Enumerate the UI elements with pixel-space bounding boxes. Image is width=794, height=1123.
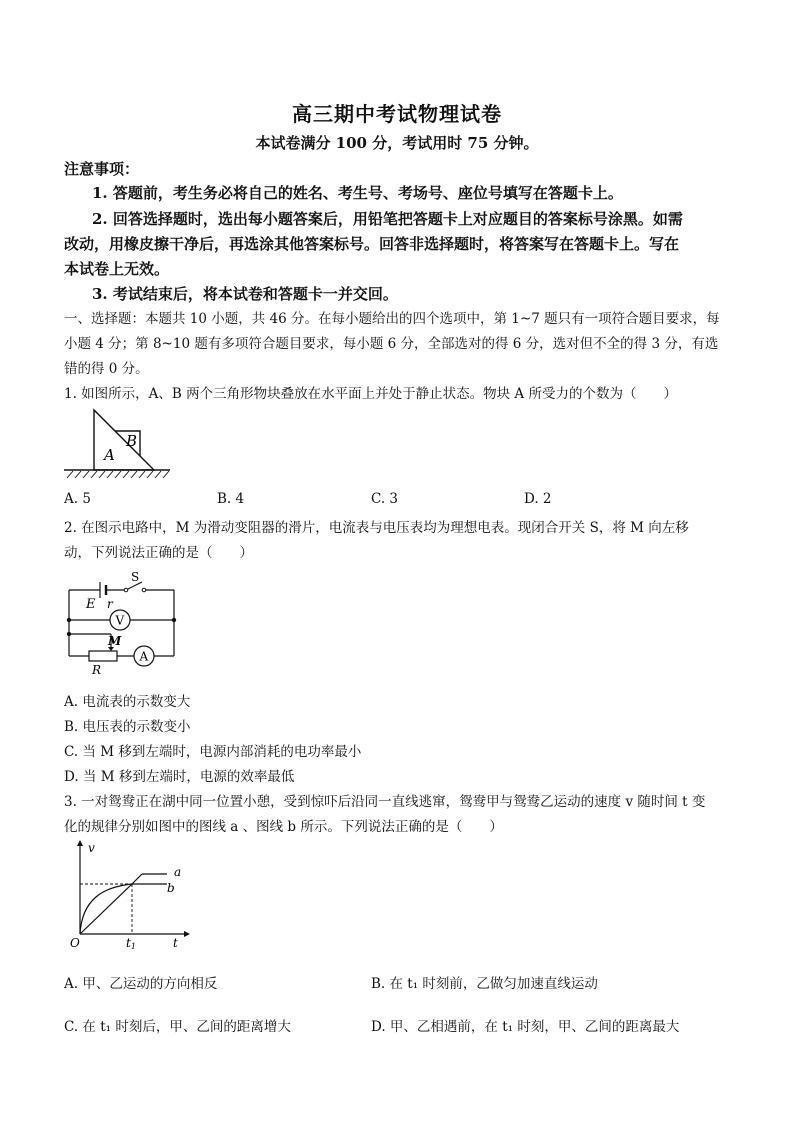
internal-resistance-label: r [107, 597, 113, 611]
question-2-option-b: B. 电压表的示数变小 [64, 719, 191, 735]
question-2-option-d: D. 当 M 移到左端时，电源的效率最低 [64, 769, 295, 785]
t-axis-label: t [173, 936, 178, 950]
slider-label: M [108, 634, 122, 648]
question-1-option-d: D. 2 [524, 491, 552, 507]
line-b-ramp [80, 884, 132, 934]
junction-dot [67, 618, 71, 622]
note-item-3: 3. 考试结束后，将本试卷和答题卡一并交回。 [92, 285, 398, 303]
note-item-1: 1. 答题前，考生务必将自己的姓名、考生号、考场号、座位号填写在答题卡上。 [92, 184, 623, 202]
question-1-option-c: C. 3 [371, 491, 399, 507]
junction-dot [172, 618, 176, 622]
question-3-option-c: C. 在 t₁ 时刻后，甲、乙间的距离增大 [64, 1019, 291, 1035]
section-1-intro-line-3: 错的得 0 分。 [64, 361, 149, 377]
question-3-option-d: D. 甲、乙相遇前，在 t₁ 时刻，甲、乙间的距离最大 [371, 1019, 680, 1035]
question-1-option-a: A. 5 [64, 491, 91, 507]
question-2-stem-line-2: 动，下列说法正确的是（ ） [64, 545, 253, 561]
block-a [94, 410, 154, 470]
switch-pivot [124, 588, 128, 592]
question-2-stem-line-1: 2. 在图示电路中，M 为滑动变阻器的滑片，电流表与电压表均为理想电表。现闭合开关 S，将 M 向左移 [64, 520, 689, 536]
ammeter-label: A [139, 649, 149, 664]
question-3-stem-line-2: 化的规律分别如图中的图线 a 、图线 b 所示。下列说法正确的是（ ） [64, 819, 503, 835]
note-item-2-line-3: 本试卷上无效。 [64, 260, 170, 278]
rheostat-label: R [92, 663, 102, 677]
section-1-intro-line-2: 小题 4 分；第 8~10 题有多项符合题目要求，每小题 6 分，全部选对的得 6 分，选对但不全的得 3 分，有选 [64, 336, 719, 352]
voltmeter-label: V [115, 613, 125, 628]
emf-label: E [86, 597, 96, 612]
question-3-option-a: A. 甲、乙运动的方向相反 [64, 976, 218, 992]
origin-label: O [70, 936, 80, 950]
line-a-rise [132, 874, 142, 884]
question-1-stem: 1. 如图所示，A、B 两个三角形物块叠放在水平面上并处于静止状态。物块 A 所受力的个数为（ ） [64, 386, 677, 402]
question-3-vt-graph [64, 840, 194, 952]
curve-a-label: a [174, 865, 182, 879]
t1-tick-label: t1 [126, 936, 136, 951]
question-2-option-a: A. 电流表的示数变大 [64, 694, 191, 710]
question-2-circuit-figure [64, 570, 184, 676]
question-1-option-b: B. 4 [217, 491, 245, 507]
notes-heading: 注意事项： [64, 160, 140, 178]
question-1-figure [64, 408, 174, 480]
curve-b-label: b [167, 881, 175, 895]
switch-label: S [131, 570, 140, 584]
page-title: 高三期中考试物理试卷 [292, 102, 502, 126]
question-3-stem-line-1: 3. 一对鸳鸯正在湖中同一位置小憩，受到惊吓后沿同一直线逃窜，鸳鸯甲与鸳鸯乙运动的速度 v 随时间 t 变 [64, 794, 706, 810]
block-a-label: A [104, 446, 115, 464]
junction-dot [67, 632, 71, 636]
question-2-option-c: C. 当 M 移到左端时，电源内部消耗的电功率最小 [64, 744, 362, 760]
section-1-intro-line-1: 一、选择题：本题共 10 小题，共 46 分。在每小题给出的四个选项中，第 1~7 题只有一项符合题目要求，每 [64, 311, 720, 327]
v-axis-label: v [88, 841, 95, 855]
ground-hatching [67, 471, 169, 478]
t-axis-arrow-icon [184, 931, 190, 937]
note-item-2-line-1: 2. 回答选择题时，选出每小题答案后，用铅笔把答题卡上对应题目的答案标号涂黑。如需 [92, 210, 683, 228]
rheostat [89, 651, 117, 661]
note-item-2-line-2: 改动，用橡皮擦干净后，再选涂其他答案标号。回答非选择题时，将答案写在答题卡上。写在 [64, 235, 680, 253]
question-3-option-b: B. 在 t₁ 时刻前，乙做匀加速直线运动 [371, 976, 598, 992]
block-b-label: B [126, 432, 138, 450]
page-subtitle: 本试卷满分 100 分，考试用时 75 分钟。 [255, 134, 539, 152]
v-axis-arrow-icon [77, 840, 83, 846]
switch-contact [142, 588, 146, 592]
